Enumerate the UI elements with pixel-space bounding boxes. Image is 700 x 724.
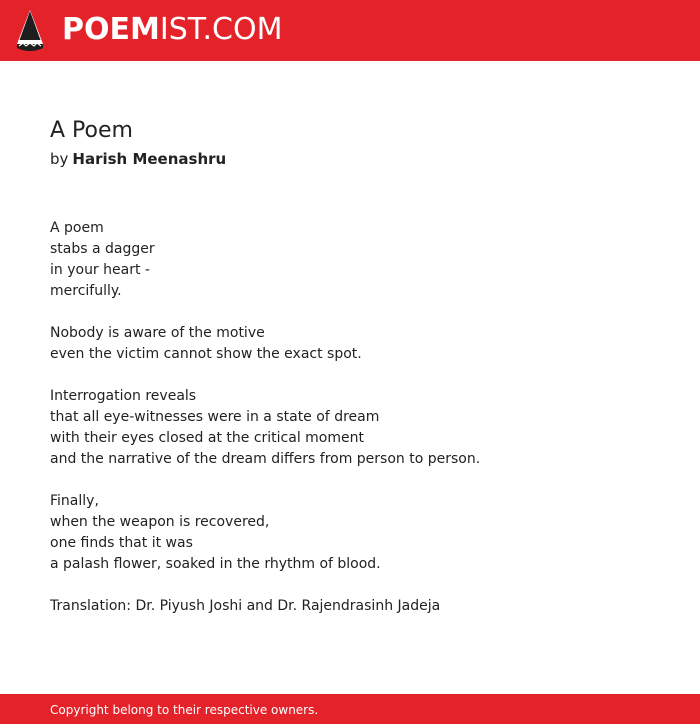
poem-line: Finally, [50,493,99,509]
poem-title: A Poem [50,118,133,143]
author-name: Harish Meenashru [72,150,227,168]
poem-line: A poem [50,220,104,236]
poem-line: Interrogation reveals [50,388,197,404]
poem-content [50,116,650,617]
logo-text-light: IST.COM [159,12,283,47]
stanza [50,323,650,365]
poem-line: Nobody is aware of the motive [50,325,265,341]
poem-line: a palash flower, soaked in the rhythm of blood. [50,556,381,572]
stanza [50,491,650,575]
poem-line: when the weapon is recovered, [50,514,270,530]
poem-line: and the narrative of the dream differs from person to person. [50,451,481,467]
site-logo[interactable] [62,12,282,48]
poem-line: that all eye-witnesses were in a state of dream [50,409,380,425]
poem-line: one finds that it was [50,535,193,551]
site-header [0,0,700,61]
poem-line: even the victim cannot show the exact spot. [50,346,362,362]
stanza [50,218,650,302]
stanza [50,386,650,470]
by-label: by [50,150,69,168]
translation-credit: Translation: Dr. Piyush Joshi and Dr. Rajendrasinh Jadeja [50,598,441,614]
poem-line: in your heart - [50,262,150,278]
poem-line: stabs a dagger [50,241,155,257]
poem-line: with their eyes closed at the critical moment [50,430,364,446]
site-footer [0,694,700,724]
copyright-text: Copyright belong to their respective owners. [50,703,319,717]
pencil-icon[interactable] [17,10,43,52]
logo-text-bold: POEM [62,12,160,47]
byline [50,148,650,170]
poem-body [50,218,650,617]
poem-line: mercifully. [50,283,122,299]
